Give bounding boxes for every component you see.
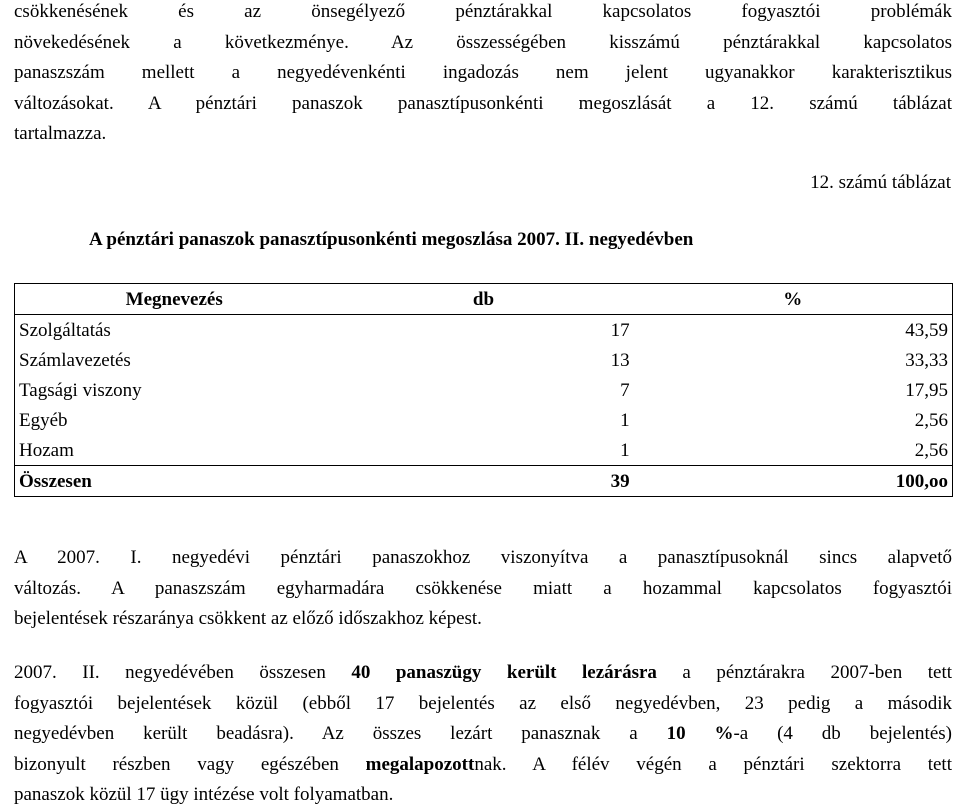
table-total-row [15,466,953,497]
table-header-row [15,284,953,315]
complaints-table [14,283,953,497]
row-pct: 33,33 [905,349,948,371]
closed-count-highlight: 40 panaszügy került lezárásra [351,662,657,683]
closed-line-1-a: 2007. II. negyedévében összesen [14,662,352,683]
intro-line-1: csökkenésének és az önsegélyező pénztárakkal kapcsolatos fogyasztói problémák [14,1,952,22]
table-title: A pénztári panaszok panasztípusonkénti megoszlása 2007. II. negyedévben [89,229,694,250]
closed-line-4-c: nak. A félév végén a pénztári szektorra tett [474,753,952,775]
total-name: Összesen [15,466,334,497]
row-db: 1 [620,409,630,431]
table-caption: 12. számú táblázat [810,172,951,193]
intro-line-3: panaszszám mellett a negyedévenkénti ingadozás nem jelent ugyanakkor karakterisztikus [14,62,952,83]
comparison-paragraph [14,543,952,635]
intro-line-2: növekedésének a következménye. Az összességében kisszámú pénztárakkal kapcsolatos [14,31,952,53]
row-name: Egyéb [19,409,68,431]
row-pct: 17,95 [905,379,948,401]
row-db: 7 [620,379,630,401]
row-pct: 2,56 [914,409,948,431]
row-name: Szolgáltatás [19,319,111,341]
table-row [15,345,953,375]
founded-highlight: megalapozott [365,753,475,775]
comparison-line-2: változás. A panaszszám egyharmadára csökkenése miatt a hozammal kapcsolatos fogyasztói [14,577,952,599]
closed-line-3-a: negyedévben került beadásra). Az összes lezárt panasznak a [14,723,667,744]
header-pct: % [634,284,953,315]
closed-line-3-c: -a (4 db bejelentés) [733,723,952,744]
table-row [15,405,953,435]
closed-line-4-a: bizonyult részben vagy egészében [14,753,366,775]
closed-line-3 [14,719,952,750]
closed-line-2: fogyasztói bejelentések közül (ebből 17 bejelentés az első negyedévben, 23 pedig a második [14,692,952,714]
intro-paragraph [14,0,952,150]
intro-line-4: változásokat. A pénztári panaszok panasztípusonkénti megoszlását a 12. számú táblázat [14,92,952,114]
row-pct: 2,56 [914,439,948,461]
closed-line-1-c: a pénztárakra 2007-ben tett [656,662,952,683]
row-name: Tagsági viszony [19,379,142,401]
row-pct: 43,59 [905,319,948,341]
row-name: Hozam [19,439,74,461]
comparison-line-1: A 2007. I. negyedévi pénztári panaszokhoz viszonyítva a panasztípusoknál sincs alapvető [14,547,952,568]
table-row [15,435,953,466]
percent-highlight: 10 % [666,723,734,744]
row-db: 13 [610,349,630,371]
closed-cases-paragraph [14,658,952,811]
table-row [15,315,953,346]
header-name: Megnevezés [15,284,334,315]
comparison-line-3: bejelentések részaránya csökkent az előző időszakhoz képest. [14,608,482,629]
closed-line-5: panaszok közül 17 ügy intézése volt folyamatban. [14,784,394,805]
table-row [15,375,953,405]
row-db: 17 [610,319,630,341]
closed-line-1 [14,658,952,689]
total-db: 39 [333,466,633,497]
row-db: 1 [620,439,630,461]
total-pct: 100,oo [634,466,953,497]
row-name: Számlavezetés [19,349,131,371]
closed-line-4 [14,750,952,781]
header-db: db [333,284,633,315]
intro-line-5: tartalmazza. [14,123,107,144]
